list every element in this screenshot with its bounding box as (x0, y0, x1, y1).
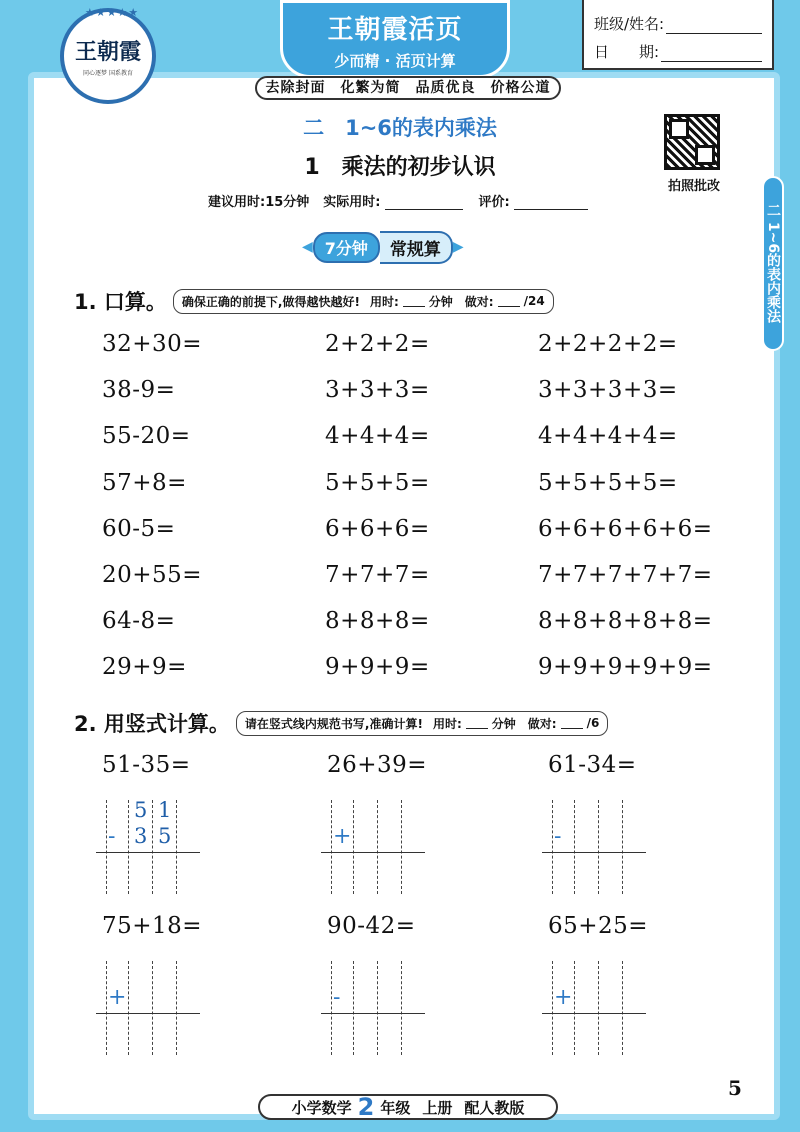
section-2-time-unit: 分钟 (491, 716, 516, 731)
grid-guide-line (552, 961, 553, 1055)
rating-label: 评价: (478, 195, 510, 210)
qr-label: 拍照批改 (667, 179, 720, 194)
result-line (96, 1013, 200, 1014)
footer-grade-label: 年级 (380, 1098, 411, 1117)
oral-problem: 2+2+2= (325, 331, 430, 357)
oral-problem: 57+8= (102, 469, 187, 496)
section-1-tip-bubble (173, 289, 554, 314)
minus-sign: - (554, 824, 562, 849)
student-info-box (582, 0, 774, 70)
grid-guide-line (622, 800, 623, 894)
footer-subject: 小学数学 (291, 1098, 352, 1117)
timer-minutes: 7分钟 (313, 232, 380, 263)
oral-problem: 64-8= (102, 608, 176, 635)
oral-problem: 4+4+4+4= (538, 423, 678, 450)
digit: 5 (158, 824, 172, 848)
brand-banner (280, 0, 510, 78)
oral-problem: 2+2+2+2= (538, 331, 678, 357)
oral-problem: 4+4+4= (325, 423, 430, 450)
qr-code-icon[interactable] (664, 114, 720, 170)
logo-name: 王朝霞 (74, 39, 141, 65)
logo-tagline: 同心逐梦 国系教育 (83, 70, 133, 77)
grid-guide-line (176, 800, 177, 894)
date-field[interactable] (661, 44, 762, 62)
section-1-title: 1. 口算。 (74, 290, 167, 314)
page-number: 5 (728, 1076, 742, 1100)
grid-guide-line (574, 961, 575, 1055)
grid-guide-line (353, 961, 354, 1055)
vertical-problem: 26+39= (327, 752, 428, 778)
oral-problem: 20+55= (102, 562, 203, 588)
arrow-right-icon: ▶ (452, 239, 464, 255)
section-1-correct-label: 做对: (464, 294, 494, 309)
oral-problem: 9+9+9+9+9= (538, 654, 713, 681)
unit-title: 二 1~6的表内乘法 (303, 116, 497, 140)
minus-sign: - (333, 985, 341, 1010)
grid-guide-line (598, 961, 599, 1055)
section-2-title: 2. 用竖式计算。 (74, 712, 230, 736)
timer-label: 常规算 (380, 231, 453, 264)
footer-banner (258, 1094, 558, 1120)
timer-badge (302, 233, 502, 261)
vertical-problem: 61-34= (548, 752, 637, 778)
vertical-grid[interactable] (542, 800, 652, 894)
grid-guide-line (128, 800, 129, 894)
plus-sign: + (333, 824, 352, 849)
footer-grade-number: 2 (357, 1093, 375, 1121)
result-line (96, 852, 200, 853)
grid-guide-line (106, 800, 107, 894)
plus-sign: + (554, 985, 573, 1010)
vertical-grid[interactable] (321, 800, 431, 894)
oral-problem: 3+3+3= (325, 377, 430, 404)
section-1-tip: 确保正确的前提下,做得越快越好! (181, 294, 360, 309)
vertical-problem: 65+25= (548, 913, 649, 939)
section-2-total: /6 (586, 716, 600, 730)
grid-guide-line (331, 961, 332, 1055)
result-line (542, 1013, 646, 1014)
oral-problem: 60-5= (102, 515, 176, 542)
section-1-time-field[interactable] (403, 295, 425, 307)
result-line (321, 1013, 425, 1014)
plus-sign: + (108, 985, 127, 1010)
vertical-problem: 90-42= (327, 913, 416, 939)
class-name-field[interactable] (666, 16, 762, 34)
oral-problem: 8+8+8= (325, 608, 430, 635)
grid-guide-line (106, 961, 107, 1055)
arrow-left-icon: ◀ (302, 239, 313, 255)
slogan-banner: 去除封面 化繁为简 品质优良 价格公道 (255, 76, 561, 100)
grid-guide-line (622, 961, 623, 1055)
grid-guide-line (574, 800, 575, 894)
grid-guide-line (152, 800, 153, 894)
grid-guide-line (401, 961, 402, 1055)
grid-guide-line (128, 961, 129, 1055)
section-2-tip: 请在竖式线内规范书写,准确计算! (244, 716, 423, 731)
brand-subtitle: 少而精 · 活页计算 (334, 52, 456, 70)
result-line (542, 852, 646, 853)
grid-guide-line (377, 961, 378, 1055)
grid-guide-line (152, 961, 153, 1055)
class-name-row (594, 6, 762, 34)
grid-guide-line (552, 800, 553, 894)
rating-field[interactable] (514, 196, 588, 210)
section-2-time-field[interactable] (466, 717, 488, 729)
digit: 3 (134, 824, 148, 848)
minus-sign: - (108, 824, 116, 849)
section-1-correct-field[interactable] (498, 295, 520, 307)
section-1-header (74, 286, 554, 316)
oral-problem: 3+3+3+3= (538, 377, 678, 404)
vertical-grid[interactable] (542, 961, 652, 1055)
grid-guide-line (353, 800, 354, 894)
oral-problem: 7+7+7+7+7= (538, 562, 713, 588)
vertical-problem: 75+18= (102, 913, 203, 939)
section-1-time-label: 用时: (369, 294, 399, 309)
oral-problem: 5+5+5= (325, 469, 430, 496)
brand-title: 王朝霞活页 (327, 15, 463, 45)
grid-guide-line (176, 961, 177, 1055)
section-2-tip-bubble (236, 711, 608, 736)
digit: 5 (134, 798, 148, 822)
vertical-problem: 51-35= (102, 752, 191, 778)
vertical-grid[interactable] (96, 800, 206, 894)
grid-guide-line (401, 800, 402, 894)
oral-problem: 29+9= (102, 654, 187, 681)
section-2-correct-field[interactable] (561, 717, 583, 729)
suggested-time: 建议用时:15分钟 (208, 195, 310, 210)
vertical-grid[interactable] (96, 961, 206, 1055)
oral-problem: 8+8+8+8+8= (538, 608, 713, 635)
date-row (594, 34, 762, 62)
grid-guide-line (377, 800, 378, 894)
date-label: 日 期: (594, 43, 660, 61)
star-icons: ★★★★★ (84, 6, 140, 19)
oral-problem: 55-20= (102, 423, 191, 450)
oral-problem: 9+9+9= (325, 654, 430, 681)
digit: 1 (158, 798, 172, 822)
class-name-label: 班级/姓名: (594, 15, 665, 33)
oral-problem: 38-9= (102, 377, 176, 404)
lesson-title: 1 乘法的初步认识 (304, 155, 496, 180)
footer-edition: 配人教版 (464, 1098, 525, 1117)
oral-problem: 6+6+6+6+6= (538, 515, 713, 542)
result-line (321, 852, 425, 853)
actual-time-label: 实际用时: (323, 195, 381, 210)
time-rating-line (208, 191, 588, 210)
oral-problem: 7+7+7= (325, 562, 430, 588)
grid-guide-line (331, 800, 332, 894)
oral-problem: 32+30= (102, 331, 203, 357)
logo (60, 8, 156, 104)
actual-time-field[interactable] (385, 196, 463, 210)
footer-term: 上册 (422, 1098, 453, 1117)
section-2-time-label: 用时: (432, 716, 462, 731)
section-2-header (74, 708, 608, 738)
vertical-grid[interactable] (321, 961, 431, 1055)
section-1-time-unit: 分钟 (428, 294, 453, 309)
oral-problem: 6+6+6= (325, 515, 430, 542)
section-2-correct-label: 做对: (527, 716, 557, 731)
grid-guide-line (598, 800, 599, 894)
oral-problem: 5+5+5+5= (538, 469, 678, 496)
side-chapter-tab: 二 1~6的表内乘法 (762, 176, 784, 351)
section-1-total: /24 (523, 294, 545, 308)
